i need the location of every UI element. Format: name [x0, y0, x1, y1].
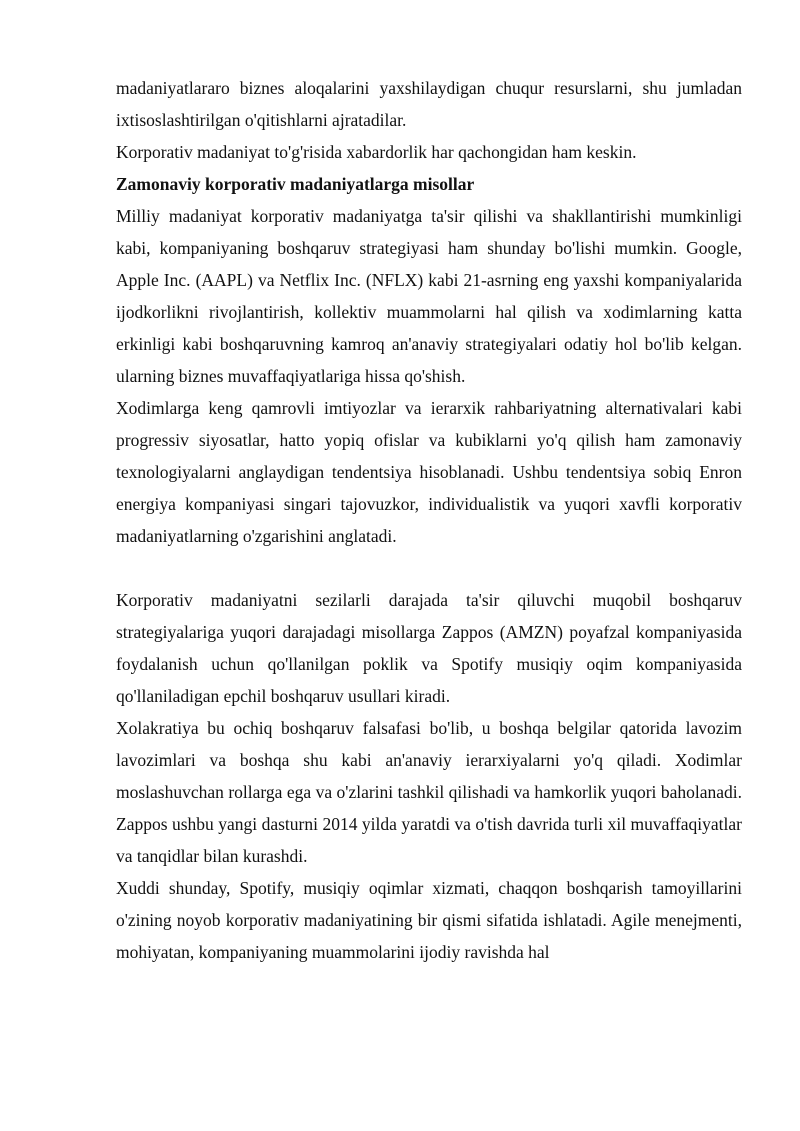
- paragraph-holacracy: Xolakratiya bu ochiq boshqaruv falsafasi bo'lib, u boshqa belgilar qatorida lavozim lavozimlari va boshqa shu kabi an'anaviy ierarxiyalarni yo'q qiladi. Xodimlar moslashuvchan rollarga ega va o'zlarini tashkil qilishadi va hamkorlik yuqori baholanadi. Zappos ushbu yangi dasturni 2014 yilda yaratdi va o'tish davrida turli xil muvaffaqiyatlar va tanqidlar bilan kurashdi.: [116, 718, 742, 866]
- paragraph-alternative-strategies: Korporativ madaniyatni sezilarli darajada ta'sir qiluvchi muqobil boshqaruv strategiyalariga yuqori darajadagi misollarga Zappos (AMZN) poyafzal kompaniyasida foydalanish uchun qo'llanilgan poklik va Spotify musiqiy oqim kompaniyasida qo'llaniladigan epchil boshqaruv usullari kiradi.: [116, 590, 742, 706]
- section-heading: Zamonaviy korporativ madaniyatlarga misollar: [116, 174, 475, 194]
- paragraph-national-culture: Milliy madaniyat korporativ madaniyatga ta'sir qilishi va shakllantirishi mumkinligi kabi, kompaniyaning boshqaruv strategiyasi ham shunday bo'lishi mumkin. Google, Apple Inc. (AAPL) va Netflix Inc. (NFLX) kabi 21-asrning eng yaxshi kompaniyalarida ijodkorlikni rivojlantirish, kollektiv muammolarni hal qilish va xodimlarning katta erkinligi kabi boshqaruvning kamroq an'anaviy strategiyalari odatiy hol bo'lib kelgan. ularning biznes muvaffaqiyatlariga hissa qo'shish.: [116, 206, 742, 386]
- paragraph-intro: madaniyatlararo biznes aloqalarini yaxshilaydigan chuqur resurslarni, shu jumladan ixtisoslashtirilgan o'qitishlarni ajratadilar.: [116, 78, 742, 130]
- paragraph-awareness: Korporativ madaniyat to'g'risida xabardorlik har qachongidan ham keskin.: [116, 142, 637, 162]
- document-page: [116, 72, 742, 968]
- paragraph-gap: [116, 552, 742, 584]
- paragraph-progressive-policies: Xodimlarga keng qamrovli imtiyozlar va ierarxik rahbariyatning alternativalari kabi progressiv siyosatlar, hatto yopiq ofislar va kubiklarni yo'q qilish ham zamonaviy texnologiyalarni anglaydigan tendentsiya hisoblanadi. Ushbu tendentsiya sobiq Enron energiya kompaniyasi singari tajovuzkor, individualistik va yuqori xavfli korporativ madaniyatlarning o'zgarishini anglatadi.: [116, 398, 742, 546]
- paragraph-spotify: Xuddi shunday, Spotify, musiqiy oqimlar xizmati, chaqqon boshqarish tamoyillarini o'zining noyob korporativ madaniyatining bir qismi sifatida ishlatadi. Agile menejmenti, mohiyatan, kompaniyaning muammolarini ijodiy ravishda hal: [116, 878, 742, 962]
